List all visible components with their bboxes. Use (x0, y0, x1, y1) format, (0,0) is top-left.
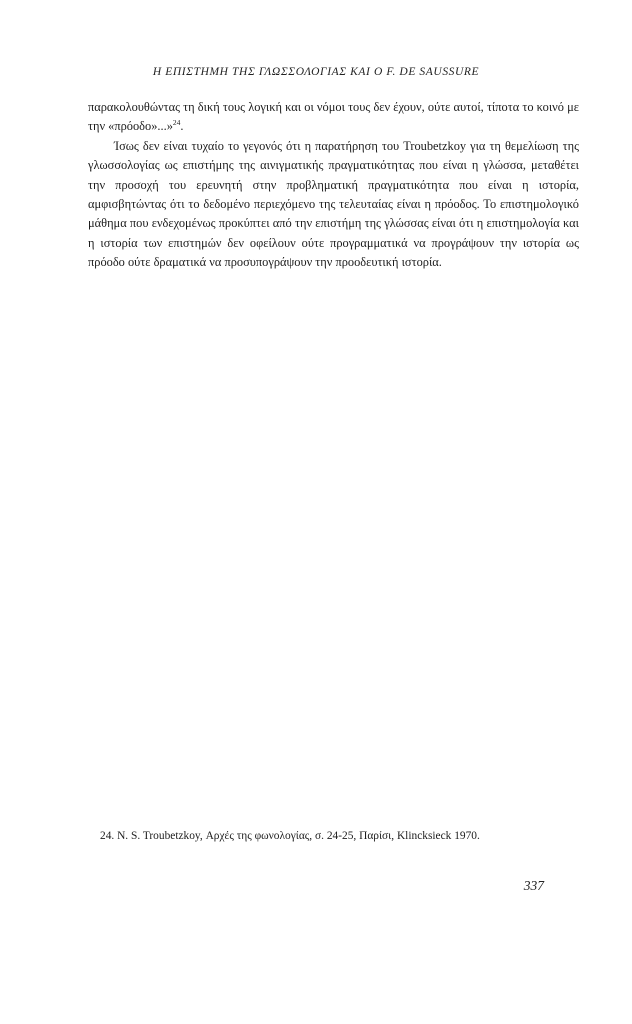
running-header: Η ΕΠΙΣΤΗΜΗ ΤΗΣ ΓΛΩΣΣΟΛΟΓΙΑΣ ΚΑΙ Ο F. DE SAUSSURE (152, 66, 480, 78)
footnote: 24. N. S. Troubetzkoy, Αρχές της φωνολογίας, σ. 24-25, Παρίσι, Klincksieck 1970. (100, 830, 480, 842)
body-text (88, 98, 579, 273)
paragraph-2: Ίσως δεν είναι τυχαίο το γεγονός ότι η παρατήρηση του Troubetzkoy για τη θεμελίωση της γλωσσολογίας ως επιστήμης της αινιγματικής πραγματικότητας που είναι η γλώσσα, μεταθέτει την προσοχή του ερευνητή στην προβληματική πραγματικότητα που είναι η ιστορία, αμφισβητώντας ότι το δεδομένο περιεχόμενο της τελευταίας είναι η πρόοδος. Το επιστημολογικό μάθημα που ενδεχομένως προκύπτει από την επιστήμη της γλώσσας είναι ότι η επιστημολογία και η ιστορία των επιστημών δεν οφείλουν ούτε προγραμματικά να προγράψουν την ιστορία ως πρόοδο ούτε δραματικά να προσυπογράψουν την προοδευτική ιστορία. (88, 138, 579, 270)
paragraph-1-end: . (180, 119, 184, 134)
paragraph-1-text: παρακολουθώντας τη δική τους λογική και οι νόμοι τους δεν έχουν, ούτε αυτοί, τίποτα το κοινό με την «πρόοδο»...» (88, 100, 579, 134)
page-number: 337 (523, 878, 544, 893)
paragraph-1 (88, 98, 579, 137)
footnote-reference: 24 (172, 118, 181, 128)
